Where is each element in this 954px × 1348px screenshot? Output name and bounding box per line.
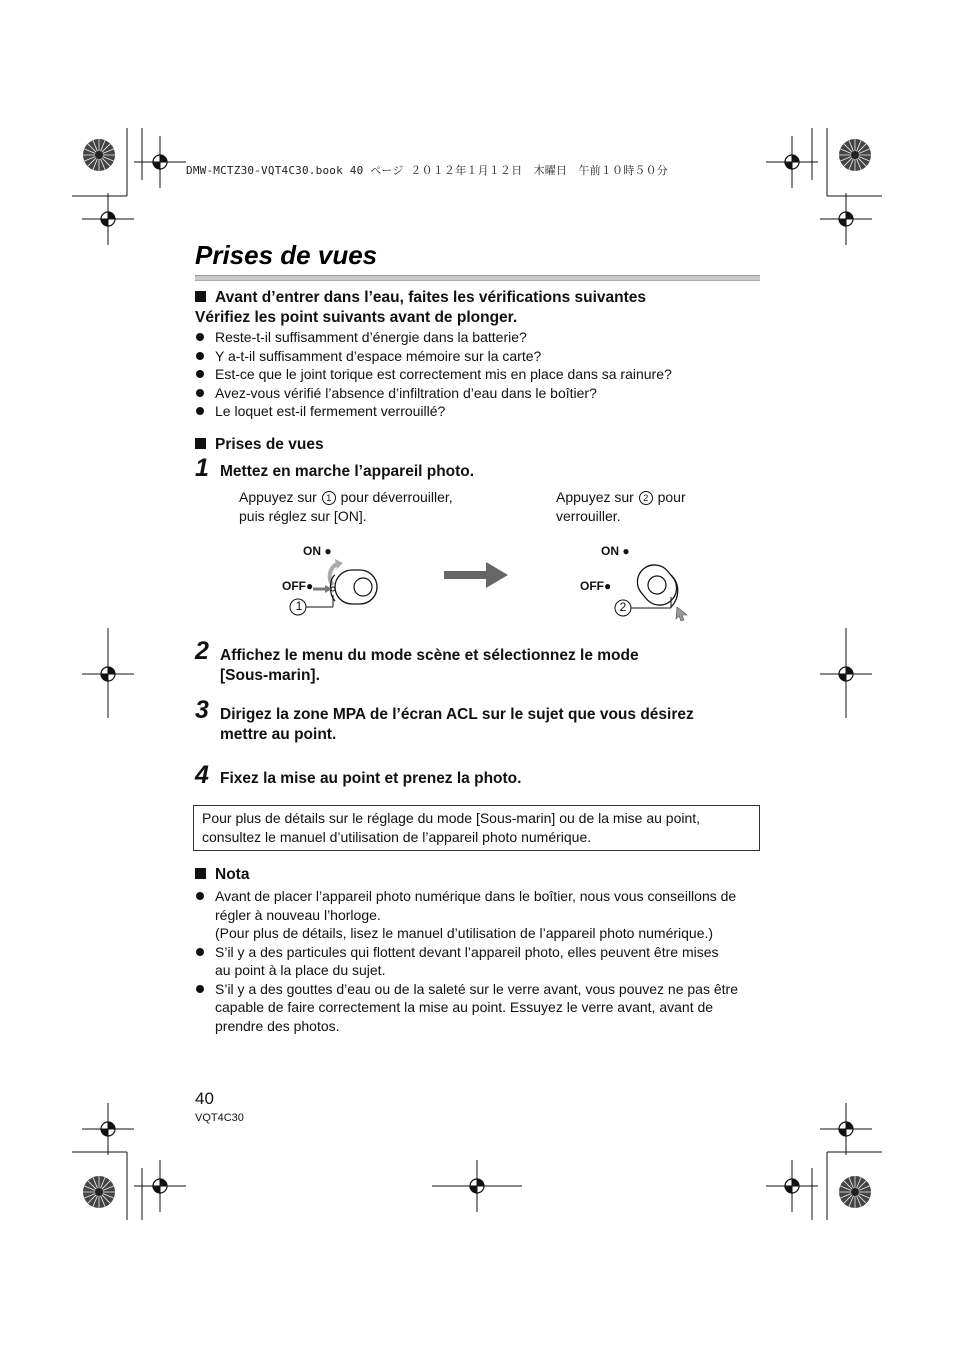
list-item: Y a-t-il suffisamment d’espace mémoire sur la carte? xyxy=(195,347,755,366)
callout-2-label: 2 xyxy=(619,600,627,614)
on-label: ON ● xyxy=(303,544,332,558)
off-label-locked: OFF● xyxy=(580,579,612,593)
square-bullet-icon xyxy=(195,438,206,449)
step-number: 1 xyxy=(195,454,209,482)
step-text: Dirigez la zone MPA de l’écran ACL sur le sujet que vous désirez mettre au point. xyxy=(220,706,694,743)
list-item: S’il y a des particules qui flottent devant l’appareil photo, elles peuvent être mises au point à la place du sujet. xyxy=(195,943,765,980)
step-text: Fixez la mise au point et prenez la photo. xyxy=(220,770,522,787)
callout-number-1: 1 xyxy=(322,491,336,505)
on-label-locked: ON ● xyxy=(601,544,630,558)
callout-number-2: 2 xyxy=(639,491,653,505)
document-code: VQT4C30 xyxy=(195,1112,244,1124)
instruction-unlock: Appuyez sur 1 pour déverrouiller, puis réglez sur [ON]. xyxy=(239,489,453,524)
right-arrow-icon xyxy=(444,560,510,590)
square-bullet-icon xyxy=(195,291,206,302)
title-rule xyxy=(195,275,760,281)
latch-unlock-illustration xyxy=(285,555,390,625)
section-subheading: Vérifiez les point suivants avant de plonger. xyxy=(195,309,518,326)
page-title: Prises de vues xyxy=(195,240,378,270)
callout-1-label: 1 xyxy=(295,599,303,613)
list-item: S’il y a des gouttes d’eau ou de la saleté sur le verre avant, vous pouvez ne pas être capable de faire correctement la mise au point. Essuyez le verre avant, avant de prendre des photos. xyxy=(195,980,765,1036)
section-heading-checks: Avant d’entrer dans l’eau, faites les vérifications suivantes xyxy=(195,289,646,307)
checklist xyxy=(195,328,755,421)
info-box: Pour plus de détails sur le réglage du mode [Sous-marin] ou de la mise au point, consultez le manuel d’utilisation de l’appareil photo numérique. xyxy=(193,805,760,851)
print-header-info: DMW-MCTZ30-VQT4C30.book 40 ページ ２０１２年１月１２日 木曜日 午前１０時５０分 xyxy=(186,164,669,177)
latch-lock-illustration xyxy=(605,555,695,625)
page-number: 40 xyxy=(195,1089,214,1108)
step-number: 3 xyxy=(195,696,209,724)
step-number: 2 xyxy=(195,637,209,665)
list-item: Le loquet est-il fermement verrouillé? xyxy=(195,402,755,421)
step-number: 4 xyxy=(195,761,209,789)
step-text: Mettez en marche l’appareil photo. xyxy=(220,463,475,480)
off-label: OFF● xyxy=(282,579,314,593)
list-item: Reste-t-il suffisamment d’énergie dans la batterie? xyxy=(195,328,755,347)
nota-heading: Nota xyxy=(195,866,249,884)
instruction-lock: Appuyez sur 2 pour verrouiller. xyxy=(556,489,686,524)
list-item: Avant de placer l’appareil photo numérique dans le boîtier, nous vous conseillons de régler à nouveau l’horloge. (Pour plus de détails, lisez le manuel d’utilisation de l’appareil photo numérique.) xyxy=(195,887,765,943)
nota-list xyxy=(195,887,765,1035)
square-bullet-icon xyxy=(195,868,206,879)
section-heading-shooting: Prises de vues xyxy=(195,436,324,454)
list-item: Est-ce que le joint torique est correctement mis en place dans sa rainure? xyxy=(195,365,755,384)
list-item: Avez-vous vérifié l’absence d’infiltration d’eau dans le boîtier? xyxy=(195,384,755,403)
step-text: Affichez le menu du mode scène et sélectionnez le mode [Sous-marin]. xyxy=(220,647,639,684)
